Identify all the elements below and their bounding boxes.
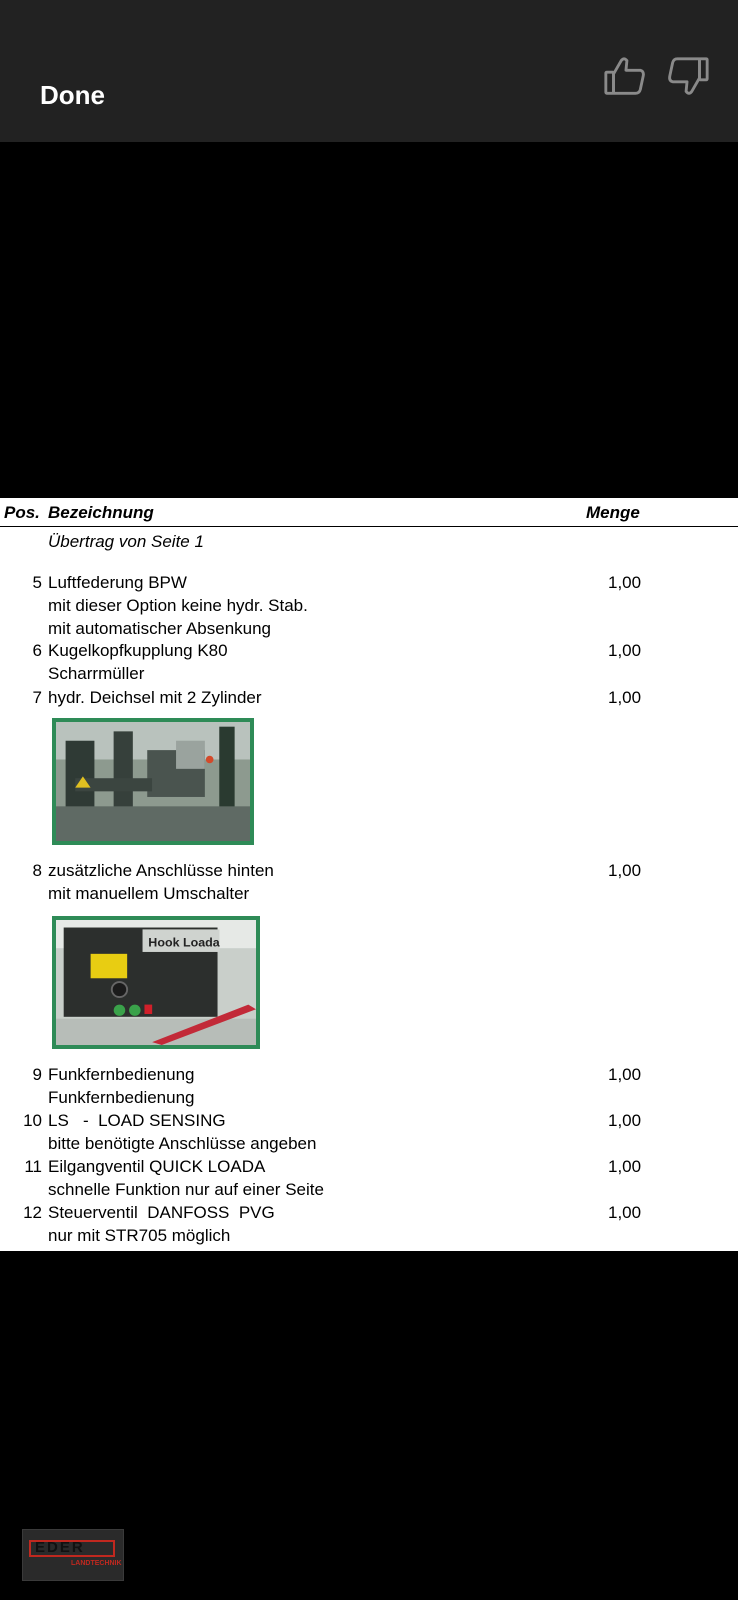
item-pos: 5	[32, 573, 42, 592]
item-desc: Luftfederung BPW	[48, 573, 187, 592]
item-desc: Steuerventil DANFOSS PVG	[48, 1203, 275, 1222]
item-qty: 1,00	[608, 1111, 642, 1130]
done-button[interactable]: Done	[40, 80, 105, 110]
item-pos: 12	[23, 1203, 42, 1222]
item-desc-line: mit dieser Option keine hydr. Stab.	[48, 596, 308, 615]
header-bezeichnung: Bezeichnung	[48, 503, 154, 522]
item-desc: zusätzliche Anschlüsse hinten	[48, 861, 274, 880]
item-desc-line: Scharrmüller	[48, 664, 145, 683]
item-pos: 11	[24, 1157, 42, 1176]
item-pos: 6	[32, 641, 42, 660]
photo-hydraulic-drawbar	[52, 718, 254, 845]
item-qty: 1,00	[608, 573, 642, 592]
item-pos: 10	[23, 1111, 42, 1130]
top-bar	[0, 0, 738, 142]
logo-brand: EDER	[35, 1539, 85, 1556]
header-pos: Pos.	[4, 503, 40, 522]
header-menge: Menge	[586, 503, 640, 522]
item-desc: hydr. Deichsel mit 2 Zylinder	[48, 688, 262, 707]
item-qty: 1,00	[608, 688, 642, 707]
table-header	[0, 498, 738, 527]
photo-rear-connections	[52, 916, 260, 1049]
thumbs-down-icon[interactable]	[665, 52, 711, 100]
item-desc-line: mit manuellem Umschalter	[48, 884, 250, 903]
document-page	[0, 498, 738, 1251]
item-desc-line: mit automatischer Absenkung	[48, 619, 272, 638]
item-pos: 7	[32, 688, 42, 707]
photo-brand-label: Hook Loada	[148, 935, 220, 950]
item-desc-line: nur mit STR705 möglich	[48, 1226, 231, 1245]
item-qty: 1,00	[608, 1065, 642, 1084]
item-desc-line: bitte benötigte Anschlüsse angeben	[48, 1134, 317, 1153]
eder-logo-watermark	[22, 1529, 124, 1581]
item-desc: Funkfernbedienung	[48, 1065, 195, 1084]
item-qty: 1,00	[608, 1157, 642, 1176]
item-pos: 8	[32, 861, 42, 880]
item-desc-line: Funkfernbedienung	[48, 1088, 195, 1107]
item-pos: 9	[32, 1065, 42, 1084]
item-desc: LS - LOAD SENSING	[48, 1111, 226, 1130]
item-desc: Eilgangventil QUICK LOADA	[48, 1157, 266, 1176]
thumbs-up-icon[interactable]	[602, 52, 648, 100]
item-qty: 1,00	[608, 861, 642, 880]
item-qty: 1,00	[608, 1203, 642, 1222]
logo-subtitle: LANDTECHNIK	[71, 1560, 122, 1567]
item-desc: Kugelkopfkupplung K80	[48, 641, 228, 660]
carry-over-text: Übertrag von Seite 1	[48, 532, 204, 551]
item-qty: 1,00	[608, 641, 642, 660]
item-desc-line: schnelle Funktion nur auf einer Seite	[48, 1180, 324, 1199]
